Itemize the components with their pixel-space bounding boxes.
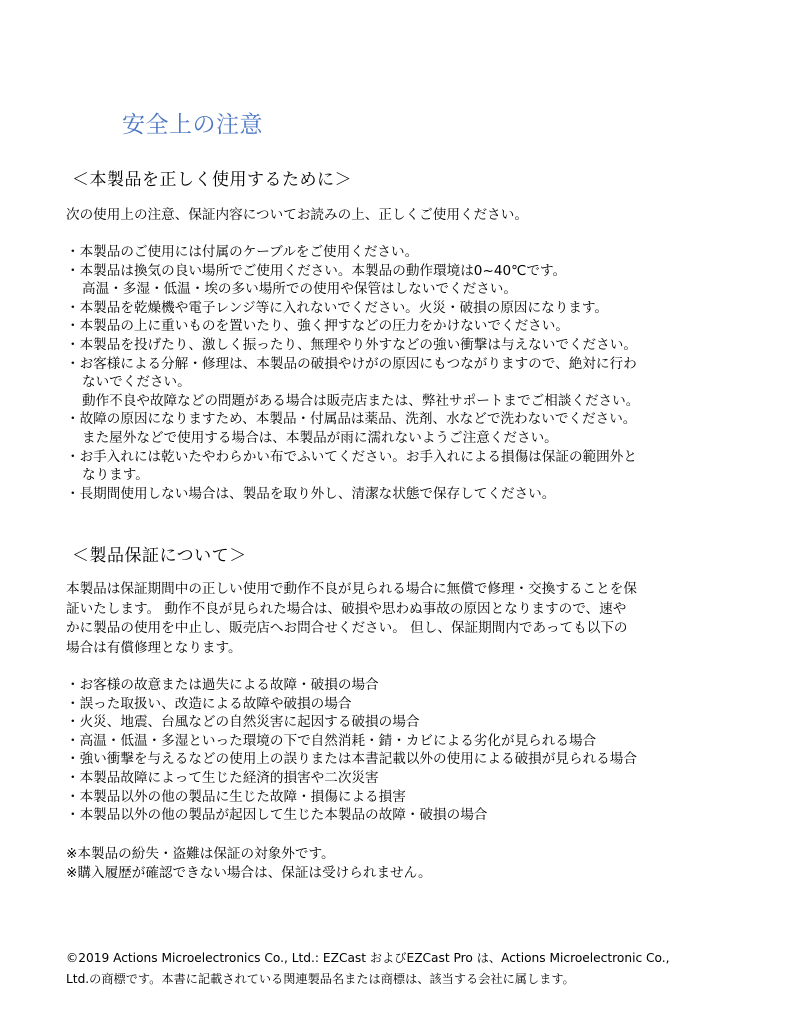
list-item: ・本製品を投げたり、激しく振ったり、無理やり外すなどの強い衝撃は与えないでください。 — [66, 336, 637, 353]
list-item-continuation: なります。 — [82, 467, 149, 484]
list-item: ・本製品以外の他の製品に生じた故障・損傷による損害 — [66, 788, 406, 805]
list-item: ・本製品は換気の良い場所でご使用ください。本製品の動作環境は0~40℃です。 — [66, 262, 567, 279]
list-item-continuation: ないでください。 — [82, 374, 191, 391]
list-item: ・本製品を乾燥機や電子レンジ等に入れないでください。火災・破損の原因になります。 — [66, 299, 608, 316]
list-item: ・高温・低温・多湿といった環境の下で自然消耗・錆・カビによる劣化が見られる場合 — [66, 732, 597, 749]
paragraph-line: かに製品の使用を中止し、販売店へお問合せください。 但し、保証期間内であっても以下の — [66, 620, 628, 636]
copyright-footer — [66, 948, 726, 990]
list-item: ・お客様による分解・修理は、本製品の破損やけがの原因にもつながりますので、絶対に行わ — [66, 355, 637, 372]
warranty-exclusions-list — [66, 676, 734, 825]
list-item-continuation: 高温・多湿・低温・埃の多い場所での使用や保管はしないでください。 — [82, 281, 517, 298]
list-item: ・お手入れには乾いたやわらかい布でふいてください。お手入れによる損傷は保証の範囲外と — [66, 448, 637, 465]
note-item: ※購入履歴が確認できない場合は、保証は受けられません。 — [66, 864, 432, 881]
list-item: ・長期間使用しない場合は、製品を取り外し、清潔な状態で保存してください。 — [66, 485, 556, 502]
paragraph-line: 証いたします。 動作不良が見られた場合は、破損や思わぬ事故の原因となりますので、速や — [66, 600, 627, 617]
list-item-continuation: また屋外などで使用する場合は、本製品が雨に濡れないようご注意ください。 — [82, 429, 558, 446]
footer-line: Ltd.の商標です。本書に記載されている関連製品名または商標は、該当する会社に属します。 — [66, 972, 575, 986]
section-heading-usage: ＜本製品を正しく使用するために＞ — [72, 170, 352, 190]
section-heading-warranty: ＜製品保証について＞ — [72, 546, 247, 566]
list-item: ・本製品以外の他の製品が起因して生じた本製品の故障・破損の場合 — [66, 807, 488, 824]
warranty-notes — [66, 845, 734, 882]
warranty-paragraph — [66, 580, 726, 658]
paragraph-line: 場合は有償修理となります。 — [66, 639, 242, 656]
list-item: ・本製品の上に重いものを置いたり、強く押すなどの圧力をかけないでください。 — [66, 318, 569, 335]
footer-line: ©2019 Actions Microelectronics Co., Ltd.: EZCast およびEZCast Pro は、Actions Microelectronic Co., — [66, 951, 670, 965]
usage-intro — [66, 206, 734, 225]
paragraph-line: 本製品は保証期間中の正しい使用で動作不良が見られる場合に無償で修理・交換することを保 — [66, 581, 637, 597]
list-item: ・故障の原因になりますため、本製品・付属品は薬品、洗剤、水などで洗わないでください。 — [66, 411, 637, 428]
list-item: ・本製品のご使用には付属のケーブルをご使用ください。 — [66, 244, 419, 260]
list-item: ・火災、地震、台風などの自然災害に起因する破損の場合 — [66, 714, 420, 731]
note-item: ※本製品の紛失・盗難は保証の対象外です。 — [66, 846, 335, 862]
list-item: ・本製品故障によって生じた経済的損害や二次災害 — [66, 769, 379, 786]
intro-text: 次の使用上の注意、保証内容についてお読みの上、正しくご使用ください。 — [66, 207, 528, 223]
list-item: ・誤った取扱い、改造による故障や破損の場合 — [66, 695, 352, 712]
list-item-continuation: 動作不良や故障などの問題がある場合は販売店または、弊社サポートまでご相談ください。 — [82, 392, 640, 409]
list-item: ・お客様の故意または過失による故障・破損の場合 — [66, 677, 379, 693]
page-title: 安全上の注意 — [122, 112, 263, 138]
list-item: ・強い衝撃を与えるなどの使用上の誤りまたは本書記載以外の使用による破損が見られる場合 — [66, 751, 637, 768]
usage-precautions-list — [66, 243, 734, 503]
